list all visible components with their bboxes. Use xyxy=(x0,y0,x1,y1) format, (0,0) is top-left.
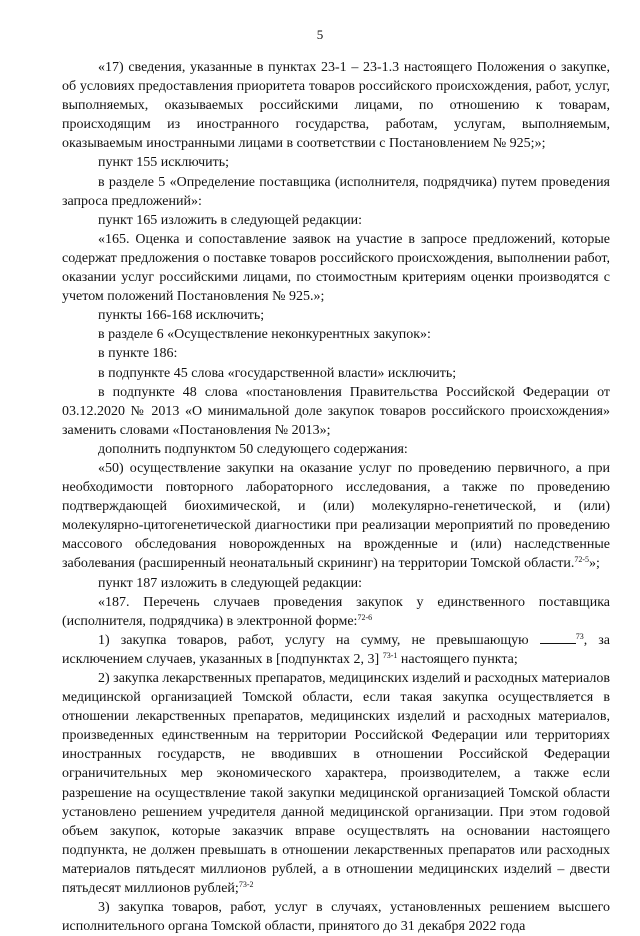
list-item-1 xyxy=(62,631,610,669)
footnote-ref: 73-2 xyxy=(238,880,254,890)
footnote-ref: 73 xyxy=(575,631,584,641)
paragraph-187 xyxy=(62,593,610,631)
paragraph: пункт 155 исключить; xyxy=(98,155,230,171)
paragraph-187-text: «187. Перечень случаев проведения закупок у единственного поставщика (исполнителя, подрядчика) в электронной форме: xyxy=(62,594,610,629)
subitem-50-text: «50) осуществление закупки на оказание услуг по проведению первичного, а при необходимости повторного лабораторного исследования, а также по проведению подтверждающей биохимической, и (или) молекулярно-генетической, и (или) молекулярно-цитогенетической диагностики при реализации мероприятий по проведению массового обследования новорожденных на врожденные и (или) наследственные заболевания (расширенный неонатальный скрининг) на территории Томской области. xyxy=(62,460,610,572)
subitem-50-end: »; xyxy=(589,556,600,572)
page-number: 5 xyxy=(316,27,324,42)
item-1-after: настоящего пункта; xyxy=(397,651,518,667)
list-item-3: 3) закупка товаров, работ, услуг в случаях, установленных решением высшего исполнительного органа Томской области, принятого до 31 декабря 2022 года xyxy=(62,900,610,935)
paragraph: в разделе 6 «Осуществление неконкурентных закупок»: xyxy=(98,327,431,343)
paragraph: пункт 165 изложить в следующей редакции: xyxy=(98,212,362,228)
paragraph: в разделе 5 «Определение поставщика (исполнителя, подрядчика) путем проведения запроса предложений»: xyxy=(62,174,610,209)
paragraph: дополнить подпунктом 50 следующего содержания: xyxy=(98,441,408,457)
item-1-before: 1) закупка товаров, работ, услугу на сумму, не превышающую xyxy=(98,632,540,648)
paragraph: пункты 166-168 исключить; xyxy=(98,308,265,324)
paragraph: пункт 187 изложить в следующей редакции: xyxy=(98,575,362,591)
list-item-2 xyxy=(62,669,610,898)
paragraph: в подпункте 48 слова «постановления Правительства Российской Федерации от 03.12.2020 № 2013 «О минимальной доле закупок товаров российского происхождения» заменить словами «Постановления № 2013»; xyxy=(62,384,610,438)
item-1-middle: , за исключением случаев, указанных в [подпунктах 2, 3] xyxy=(62,632,610,667)
document-body xyxy=(62,58,610,936)
footnote-ref: 73-1 xyxy=(382,650,398,660)
footnote-ref: 72-5 xyxy=(574,555,590,565)
item-2-text: 2) закупка лекарственных препаратов, медицинских изделий и расходных материалов медицинской организацией Томской области, если такая закупка осуществляется в отношении лекарственных препаратов, медицинских изделий и расходных материалов, произведенных единственным на территории Российской Федерации или территориях иностранных государств, не вводивших в отношении Российской Федерации ограничительных мер экономического характера, производителем, а также если разрешение на осуществление такой закупки медицинской организацией Томской области установлено решением учредителя данной медицинской организации. При этом годовой объем закупок, которые заказчик вправе осуществлять на основании настоящего подпункта, не должен превышать в отношении лекарственных препаратов или расходных материалов пятьдесят миллионов рублей, а в отношении медицинских изделий – двести пятьдесят миллионов рублей; xyxy=(62,671,610,897)
paragraph: в подпункте 45 слова «государственной власти» исключить; xyxy=(98,365,457,381)
blank-amount-field xyxy=(540,632,576,644)
paragraph: «17) сведения, указанные в пунктах 23-1 – 23-1.3 настоящего Положения о закупке, об условиях предоставления приоритета товаров российского происхождения, работ, услуг, выполняемых, оказываемых российскими лицами, по отношению к товарам, происходящим из иностранного государства, работам, услугам, выполняемым, оказываемым иностранными лицами в соответствии с Постановлением № 925;»; xyxy=(62,60,610,152)
paragraph: «165. Оценка и сопоставление заявок на участие в запросе предложений, которые содержат предложения о поставке товаров российского происхождения, выполнении работ, оказании услуг российскими лицами, по стоимостным критериям оценки производятся с учетом положений Постановления № 925.»; xyxy=(62,231,610,305)
footnote-ref: 72-6 xyxy=(357,612,373,622)
paragraph: в пункте 186: xyxy=(98,346,178,362)
paragraph-subitem-50 xyxy=(62,459,610,574)
